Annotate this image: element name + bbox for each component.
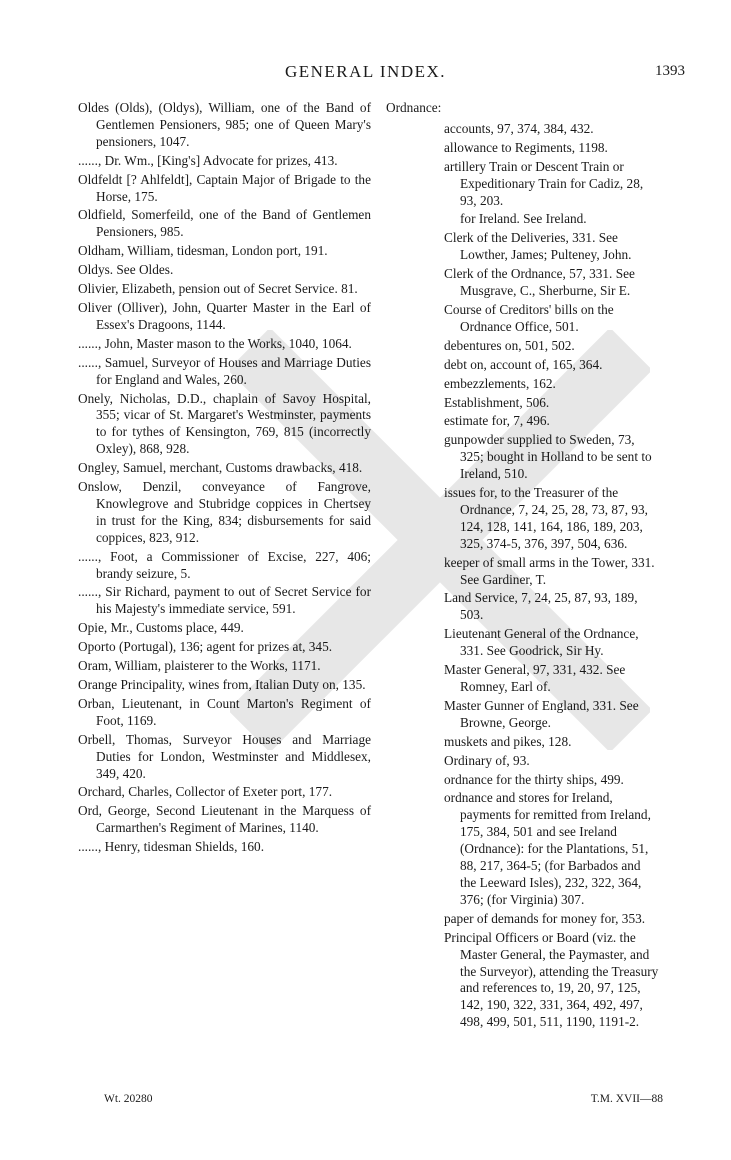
index-entry: Oldys. See Oldes. xyxy=(78,262,174,278)
index-subentry: Land Service, 7, 24, 25, 87, 93, 189, 503. xyxy=(444,590,638,623)
index-subentry: estimate for, 7, 496. xyxy=(444,413,550,429)
index-entry: Oporto (Portugal), 136; agent for prizes at, 345. xyxy=(78,639,333,655)
index-subentry: Master Gunner of England, 331. See Browne, George. xyxy=(444,697,639,730)
index-subentry: Clerk of the Deliveries, 331. See Lowther, James; Pulteney, John. xyxy=(444,230,632,263)
index-entry: ......, Sir Richard, payment to out of Secret Service for his Majesty's immediate service, 591. xyxy=(78,584,371,617)
index-entry: Opie, Mr., Customs place, 449. xyxy=(78,620,244,636)
index-entry: Ord, George, Second Lieutenant in the Marquess of Carmarthen's Regiment of Marines, 1140. xyxy=(78,803,371,836)
index-subentry: muskets and pikes, 128. xyxy=(444,733,572,749)
page-number: 1393 xyxy=(655,63,685,79)
index-entry: Onely, Nicholas, D.D., chaplain of Savoy Hospital, 355; vicar of St. Margaret's Westminster, payments to for tythes of Kensington, 769, 815 (incorrectly Oxley), 868, 928. xyxy=(78,390,371,457)
page-header xyxy=(0,60,731,86)
index-subentry: Principal Officers or Board (viz. the Master General, the Paymaster, and the Surveyor), attending the Treasury and references to, 19, 20, 97, 125, 142, 190, 322, 331, 364, 492, 497, 498, 499, 501, 511, 1190, 1191-2. xyxy=(444,929,659,1030)
index-subentry: Course of Creditors' bills on the Ordnance Office, 501. xyxy=(444,301,614,334)
index-entry: Oram, William, plaisterer to the Works, 1171. xyxy=(78,658,321,674)
index-entry: ......, Dr. Wm., [King's] Advocate for prizes, 413. xyxy=(78,152,338,168)
index-subentry: Master General, 97, 331, 432. See Romney, Earl of. xyxy=(444,662,626,694)
index-subentry: paper of demands for money for, 353. xyxy=(444,910,646,926)
footer-print-code: Wt. 20280 xyxy=(104,1093,153,1105)
index-entry: Olivier, Elizabeth, pension out of Secret Service. 81. xyxy=(78,281,358,297)
index-entry: Orban, Lieutenant, in Count Marton's Regiment of Foot, 1169. xyxy=(78,695,371,728)
index-entry: Oldham, William, tidesman, London port, 191. xyxy=(78,243,328,259)
index-entry: Ongley, Samuel, merchant, Customs drawbacks, 418. xyxy=(78,460,363,476)
index-subentry: keeper of small arms in the Tower, 331. See Gardiner, T. xyxy=(444,554,655,587)
index-entry: Oliver (Olliver), John, Quarter Master in the Earl of Essex's Dragoons, 1144. xyxy=(78,299,371,332)
index-subentry: ordnance and stores for Ireland, payments for remitted from Ireland, 175, 384, 501 and see Ireland (Ordnance): for the Plantations, 51, 88, 217, 364-5; (for Barbados and the Leeward Isles), 232, 322, 364, 376; (for Virginia) 307. xyxy=(444,790,651,907)
index-entry: ......, Samuel, Surveyor of Houses and Marriage Duties for England and Wales, 260. xyxy=(78,354,371,387)
right-column xyxy=(386,100,660,1033)
index-subentry: embezzlements, 162. xyxy=(444,375,556,391)
index-subentry: accounts, 97, 374, 384, 432. xyxy=(444,120,594,136)
index-entry: Onslow, Denzil, conveyance of Fangrove, Knowlegrove and Stubridge coppices in Chertsey in trust for the King, 834; disbursements for said coppices, 823, 912. xyxy=(78,479,371,545)
index-entry: Orchard, Charles, Collector of Exeter port, 177. xyxy=(78,784,333,800)
index-subentry: Ordinary of, 93. xyxy=(444,752,530,768)
index-entry: Orbell, Thomas, Surveyor Houses and Marriage Duties for London, Westminster and Middlesex, 349, 420. xyxy=(78,731,371,781)
index-subentry: debentures on, 501, 502. xyxy=(444,337,575,353)
index-subentry: Establishment, 506. xyxy=(444,394,550,410)
index-subentry: Lieutenant General of the Ordnance, 331. See Goodrick, Sir Hy. xyxy=(444,626,639,659)
index-subentry: allowance to Regiments, 1198. xyxy=(444,139,608,155)
index-entry: Oldfield, Somerfeild, one of the Band of Gentlemen Pensioners, 985. xyxy=(78,207,371,240)
index-subentry: for Ireland. See Ireland. xyxy=(460,211,587,227)
index-entry: Oldfeldt [? Ahlfeldt], Captain Major of Brigade to the Horse, 175. xyxy=(78,171,371,204)
page-footer xyxy=(0,1093,731,1113)
index-subentry: ordnance for the thirty ships, 499. xyxy=(444,771,624,787)
index-subentry: artillery Train or Descent Train or Expeditionary Train for Cadiz, 28, 93, 203. xyxy=(444,158,644,208)
index-entry: ......, Foot, a Commissioner of Excise, 227, 406; brandy seizure, 5. xyxy=(78,548,371,581)
index-subentry: Clerk of the Ordnance, 57, 331. See Musgrave, C., Sherburne, Sir E. xyxy=(444,266,635,299)
index-subentry: gunpowder supplied to Sweden, 73, 325; bought in Holland to be sent to Ireland, 510. xyxy=(444,432,652,482)
index-entry: ......, John, Master mason to the Works, 1040, 1064. xyxy=(78,335,352,351)
index-subentry: issues for, to the Treasurer of the Ordnance, 7, 24, 25, 28, 73, 87, 93, 124, 128, 141, 164, 186, 189, 203, 325, 374-5, 376, 397, 504, 636. xyxy=(444,485,648,551)
index-entry: Oldes (Olds), (Oldys), William, one of the Band of Gentlemen Pensioners, 985; one of Queen Mary's pensioners, 1047. xyxy=(78,100,371,149)
index-entry: Orange Principality, wines from, Italian Duty on, 135. xyxy=(78,677,366,692)
index-entry: ......, Henry, tidesman Shields, 160. xyxy=(78,839,265,855)
left-column xyxy=(78,100,371,858)
index-subentry: debt on, account of, 165, 364. xyxy=(444,356,603,372)
index-heading: Ordnance: xyxy=(386,100,442,115)
page-title: GENERAL INDEX. xyxy=(284,62,447,81)
footer-signature-mark: T.M. XVII—88 xyxy=(590,1093,663,1105)
